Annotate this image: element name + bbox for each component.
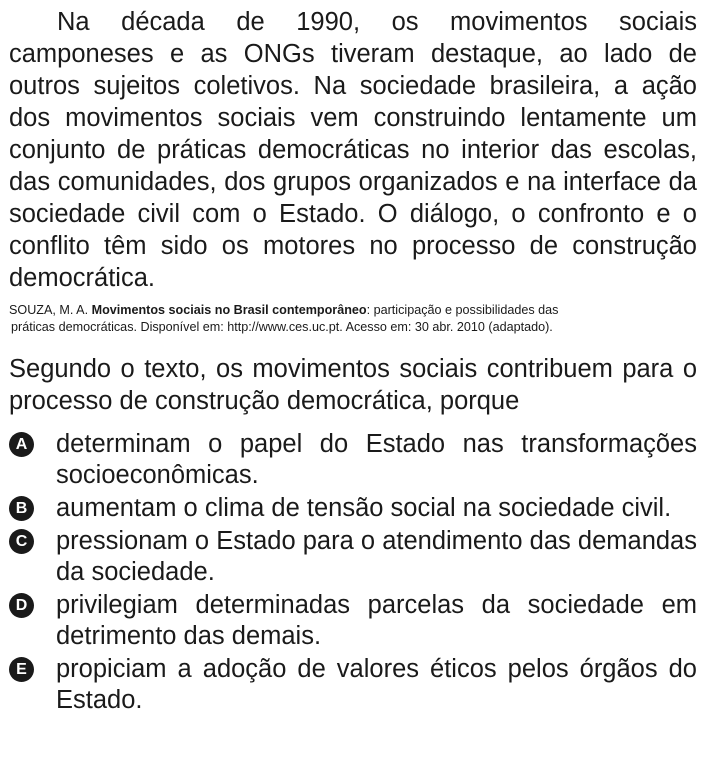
citation-rest-line1: : participação e possibilidades das xyxy=(366,303,559,317)
option-c-text: pressionam o Estado para o atendimento das demandas da sociedade. xyxy=(56,527,697,586)
option-d-letter-badge: D xyxy=(9,593,34,618)
option-d-text: privilegiam determinadas parcelas da sociedade em detrimento das demais. xyxy=(56,591,697,650)
option-d[interactable] xyxy=(9,590,697,652)
option-e[interactable] xyxy=(9,654,697,716)
citation-title: Movimentos sociais no Brasil contemporâneo xyxy=(91,303,367,317)
option-a-text: determinam o papel do Estado nas transformações socioeconômicas. xyxy=(56,430,697,489)
citation-author: SOUZA, M. A. xyxy=(9,303,89,317)
answer-options xyxy=(9,429,697,716)
passage-text: Na década de 1990, os movimentos sociais camponeses e as ONGs tiveram destaque, ao lado de outros sujeitos coletivos. Na sociedade brasileira, a ação dos movimentos sociais vem construindo lentamente um conjunto de práticas democráticas no interior das escolas, das comunidades, dos grupos organizados e na interface da sociedade civil com o Estado. O diálogo, o confronto e o conflito têm sido os motores no processo de construção democrática. xyxy=(9,8,697,292)
option-b-letter-badge: B xyxy=(9,496,34,521)
option-b[interactable] xyxy=(9,493,697,524)
option-a-letter-badge: A xyxy=(9,432,34,457)
option-a[interactable] xyxy=(9,429,697,491)
option-c-letter-badge: C xyxy=(9,529,34,554)
citation-rest-line2: práticas democráticas. Disponível em: http://www.ces.uc.pt. Acesso em: 30 abr. 2010 (adaptado). xyxy=(11,320,553,334)
option-e-text: propiciam a adoção de valores éticos pelos órgãos do Estado. xyxy=(56,655,697,714)
question-stem: Segundo o texto, os movimentos sociais contribuem para o processo de construção democrática, porque xyxy=(9,355,697,415)
option-e-letter-badge: E xyxy=(9,657,34,682)
option-b-text: aumentam o clima de tensão social na sociedade civil. xyxy=(56,494,672,522)
source-citation xyxy=(9,302,697,336)
option-c[interactable] xyxy=(9,526,697,588)
